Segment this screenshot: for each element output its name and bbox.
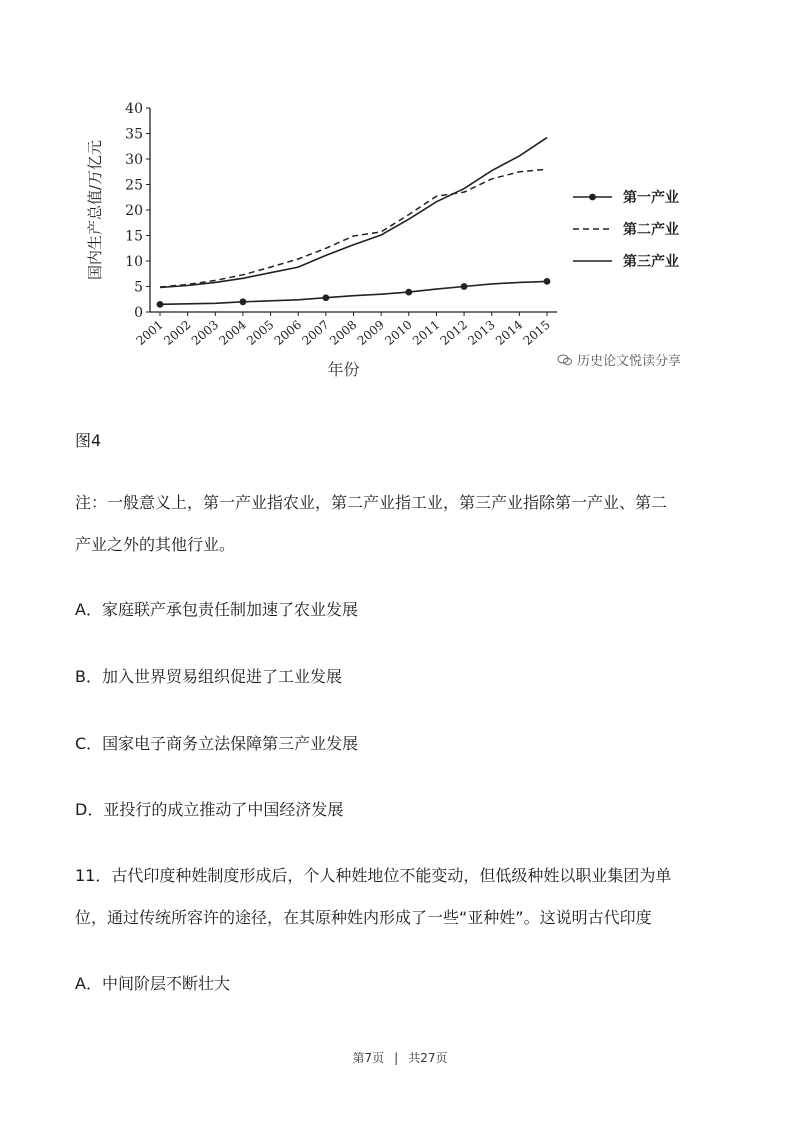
y-tick-label: 15 [125, 228, 143, 245]
page-number: 第7页 [352, 1051, 385, 1065]
watermark [557, 350, 681, 369]
figure-label: 图4 [75, 431, 102, 450]
x-tick-label: 2012 [437, 317, 470, 348]
series-1-point [405, 289, 412, 296]
x-tick-label: 2001 [133, 317, 166, 348]
x-tick-label: 2008 [327, 317, 360, 348]
legend-label-3: 第三产业 [623, 254, 679, 270]
x-axis-label: 年份 [327, 360, 360, 379]
legend-label-1: 第一产业 [623, 190, 679, 206]
y-axis-label: 国内生产总值/万亿元 [86, 139, 104, 281]
y-tick-label: 5 [134, 279, 143, 296]
series-1-point [322, 294, 329, 301]
option-b: B．加入世界贸易组织促进了工业发展 [75, 667, 342, 686]
y-tick-label: 35 [125, 126, 143, 143]
series-1-point [240, 298, 247, 305]
option-c: C．国家电子商务立法保障第三产业发展 [75, 734, 359, 753]
wechat-icon [557, 354, 573, 366]
x-tick-label: 2015 [520, 317, 553, 348]
footer-separator: | [394, 1051, 399, 1065]
y-tick-label: 20 [125, 203, 143, 219]
x-tick-label: 2002 [161, 317, 194, 348]
question-11-line-2: 位，通过传统所容许的途径，在其原种姓内形成了一些“亚种姓”。这说明古代印度 [75, 908, 652, 927]
x-tick-label: 2003 [188, 317, 222, 348]
option-a: A．家庭联产承包责任制加速了农业发展 [75, 600, 358, 619]
y-tick-label: 25 [125, 177, 143, 194]
gdp-line-chart [80, 90, 720, 390]
series-1-point [157, 301, 164, 308]
page-total: 共27页 [408, 1051, 448, 1065]
q11-option-a: A．中间阶层不断壮大 [75, 974, 230, 993]
y-tick-label: 40 [125, 101, 143, 117]
x-tick-label: 2006 [271, 317, 305, 348]
legend-label-2: 第二产业 [623, 222, 679, 238]
watermark-text: 历史论文悦读分享 [577, 354, 682, 369]
series-line-2 [160, 169, 547, 287]
option-d: D．亚投行的成立推动了中国经济发展 [75, 800, 344, 819]
x-tick-label: 2010 [382, 317, 415, 348]
x-tick-label: 2009 [354, 317, 388, 348]
y-tick-label: 0 [134, 305, 143, 321]
x-tick-label: 2011 [409, 317, 443, 348]
y-tick-label: 10 [125, 254, 143, 270]
y-tick-label: 30 [125, 152, 143, 168]
x-tick-label: 2013 [465, 317, 498, 348]
x-tick-label: 2004 [216, 317, 249, 348]
legend-marker [589, 194, 596, 201]
series-1-point [544, 278, 551, 285]
x-tick-label: 2005 [244, 317, 277, 348]
note-line-2: 产业之外的其他行业。 [75, 535, 236, 554]
x-tick-label: 2007 [299, 317, 332, 348]
series-line-3 [160, 138, 547, 288]
x-tick-label: 2014 [492, 317, 526, 348]
page-footer [0, 1049, 800, 1066]
question-11-line-1: 11．古代印度种姓制度形成后，个人种姓地位不能变动，但低级种姓以职业集团为单 [75, 866, 672, 885]
note-line-1: 注：一般意义上，第一产业指农业，第二产业指工业，第三产业指除第一产业、第二 [75, 493, 668, 512]
series-1-point [461, 283, 468, 290]
series-line-1 [160, 281, 547, 304]
